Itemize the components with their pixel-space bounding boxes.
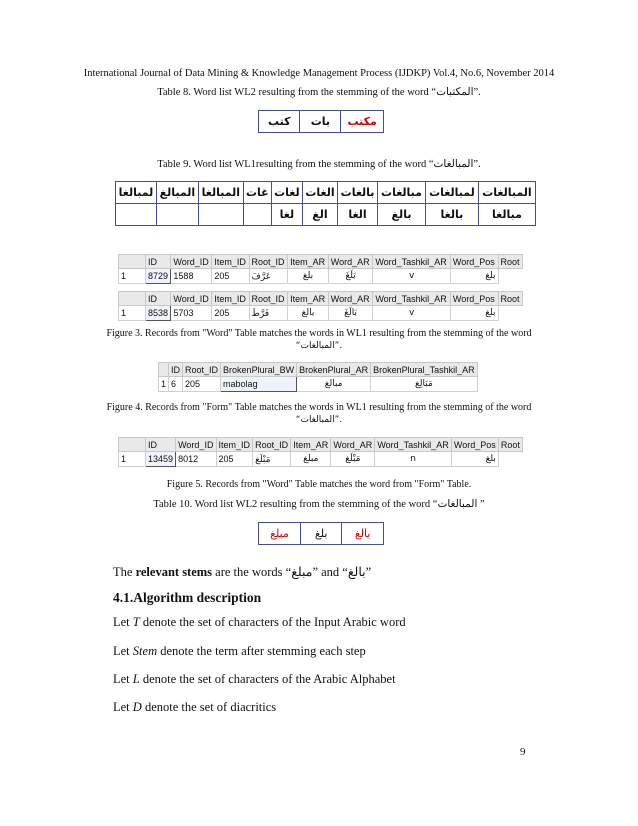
table10 <box>258 522 384 545</box>
table9-cell: غات <box>243 182 271 204</box>
cell-id[interactable]: 8538 <box>146 306 171 321</box>
column-header: Item_ID <box>212 255 249 269</box>
column-header: Root_ID <box>183 363 221 377</box>
page-number: 9 <box>520 746 526 758</box>
definition-line: Let T denote the set of characters of the Input Arabic word <box>113 615 406 629</box>
cell-id[interactable]: 13459 <box>146 452 176 467</box>
column-header: ID <box>146 292 171 306</box>
cell-word-ar[interactable]: بَالَغَ <box>328 306 373 321</box>
column-header: Word_Pos <box>450 255 498 269</box>
cell-word-tashkil-ar[interactable]: v <box>373 269 451 284</box>
cell-item-id[interactable]: 205 <box>216 452 253 467</box>
column-header: Root <box>498 292 522 306</box>
definition-line: Let D denote the set of diacritics <box>113 700 277 714</box>
table10-cell: بالغ <box>342 523 384 545</box>
relevant-stems-sentence: The relevant stems are the words “مبلغ” and “بالغ” <box>113 565 372 579</box>
cell-word-id[interactable]: 1588 <box>171 269 212 284</box>
cell-brokenplural-ar[interactable]: مبالغ <box>297 377 371 392</box>
table9-cell: الغا <box>338 204 378 226</box>
column-header: Root <box>498 255 522 269</box>
definition-line: Let L denote the set of characters of the Arabic Alphabet <box>113 672 396 686</box>
column-header: Root_ID <box>249 255 288 269</box>
section-heading: 4.1.Algorithm description <box>113 590 262 605</box>
column-header: Root_ID <box>249 292 288 306</box>
fig4-caption-line1: Figure 4. Records from "Form" Table matches the words in WL1 resulting from the stemming of the word <box>106 402 532 413</box>
cell-item-id[interactable]: 205 <box>212 269 249 284</box>
column-header: Item_AR <box>291 438 331 452</box>
fig5-caption: Figure 5. Records from "Word" Table matches the word from "Form" Table. <box>166 479 472 490</box>
column-header: Word_Tashkil_AR <box>375 438 452 452</box>
fig3-caption-line1: Figure 3. Records from "Word" Table matches the words in WL1 resulting from the stemming of the word <box>106 328 532 339</box>
table-row[interactable] <box>119 306 523 321</box>
column-header: Word_Pos <box>451 438 498 452</box>
column-header: Word_AR <box>328 292 373 306</box>
table9-cell: لمبالغا <box>116 182 157 204</box>
table8-caption: Table 8. Word list WL2 resulting from the stemming of the word “المكتبات”. <box>157 87 481 98</box>
table8-cell: مكتب <box>341 111 384 133</box>
column-header: ID <box>146 438 176 452</box>
table-row[interactable] <box>119 269 523 284</box>
cell-root-id[interactable]: فَرَّطَ <box>249 306 288 321</box>
table9-cell: بالغا <box>425 204 478 226</box>
table9-caption: Table 9. Word list WL1resulting from the stemming of the word “المبالغات”. <box>157 159 481 170</box>
cell-item-id[interactable]: 205 <box>212 306 249 321</box>
column-header: Word_Tashkil_AR <box>373 292 451 306</box>
cell-word-pos[interactable]: بلغ <box>451 452 498 467</box>
table8 <box>258 110 384 133</box>
cell-root-id[interactable]: 205 <box>183 377 221 392</box>
table10-cell: مبلغ <box>259 523 301 545</box>
table9-cell: لغات <box>271 182 302 204</box>
fig5-grid <box>118 437 523 467</box>
table9-cell: لغا <box>271 204 302 226</box>
table8-cell: بات <box>300 111 341 133</box>
table9-cell <box>116 204 157 226</box>
fig3-caption-line2: “المبالغات”. <box>295 341 343 351</box>
column-header: BrokenPlural_BW <box>221 363 297 377</box>
column-header: Word_Pos <box>450 292 498 306</box>
column-header: Word_Tashkil_AR <box>373 255 451 269</box>
column-header: Root_ID <box>253 438 291 452</box>
row-number: 1 <box>119 269 146 284</box>
table9 <box>115 181 536 226</box>
table9-cell: المبالغ <box>156 182 198 204</box>
table10-caption: Table 10. Word list WL2 resulting from the stemming of the word “المبالغات ” <box>153 499 485 510</box>
cell-word-tashkil-ar[interactable]: n <box>375 452 452 467</box>
column-header: Item_ID <box>212 292 249 306</box>
cell-word-ar[interactable]: بَلَغَ <box>328 269 373 284</box>
cell-word-id[interactable]: 8012 <box>176 452 216 467</box>
cell-brokenplural-tashkil-ar[interactable]: مَبَالِغ <box>371 377 478 392</box>
column-header: Word_ID <box>171 255 212 269</box>
table9-cell: الغ <box>302 204 337 226</box>
cell-item-ar[interactable]: بلغ <box>288 269 329 284</box>
table9-cell: لمبالغات <box>425 182 478 204</box>
cell-brokenplural-bw[interactable]: mabolag <box>221 377 297 392</box>
column-header: Item_AR <box>288 292 329 306</box>
cell-word-tashkil-ar[interactable]: v <box>373 306 451 321</box>
cell-word-id[interactable]: 5703 <box>171 306 212 321</box>
table9-cell: المبالغات <box>478 182 535 204</box>
cell-word-ar[interactable]: مَبْلَغ <box>331 452 375 467</box>
row-number: 1 <box>119 306 146 321</box>
column-header: Item_ID <box>216 438 253 452</box>
table9-cell: مبالغا <box>478 204 535 226</box>
cell-id[interactable]: 8729 <box>146 269 171 284</box>
column-header: ID <box>169 363 183 377</box>
table9-cell <box>198 204 243 226</box>
column-header: Word_ID <box>171 292 212 306</box>
table9-cell: المبالغا <box>198 182 243 204</box>
column-header: Word_ID <box>176 438 216 452</box>
table10-cell: بلغ <box>301 523 342 545</box>
column-header: ID <box>146 255 171 269</box>
fig4-caption-line2: “المبالغات”. <box>295 415 343 425</box>
cell-root-id[interactable]: مَبْلَغ <box>253 452 291 467</box>
cell-id[interactable]: 6 <box>169 377 183 392</box>
column-header: Word_AR <box>331 438 375 452</box>
table-row[interactable] <box>119 452 523 467</box>
fig3-grid-2 <box>118 291 523 321</box>
column-header: Item_AR <box>288 255 329 269</box>
column-header: Word_AR <box>328 255 373 269</box>
table9-cell <box>156 204 198 226</box>
cell-word-pos[interactable]: بلغ <box>450 306 498 321</box>
fig4-grid <box>158 362 478 392</box>
cell-word-pos[interactable]: بلغ <box>450 269 498 284</box>
table8-cell: كتب <box>259 111 300 133</box>
column-header: BrokenPlural_AR <box>297 363 371 377</box>
column-header: BrokenPlural_Tashkil_AR <box>371 363 478 377</box>
column-header: Root <box>498 438 522 452</box>
table9-cell: مبالغات <box>378 182 426 204</box>
definition-line: Let Stem denote the term after stemming each step <box>113 644 366 658</box>
table9-cell: بالغات <box>338 182 378 204</box>
journal-header: International Journal of Data Mining & Knowledge Management Process (IJDKP) Vol.4, No.6, November 2014 <box>83 68 555 79</box>
fig3-grid-1 <box>118 254 523 284</box>
row-number: 1 <box>159 377 169 392</box>
table9-cell: الغات <box>302 182 337 204</box>
table9-cell: بالغ <box>378 204 426 226</box>
table-row[interactable] <box>159 377 478 392</box>
table9-cell <box>243 204 271 226</box>
cell-root-id[interactable]: عَرَّفَ <box>249 269 288 284</box>
row-number: 1 <box>119 452 146 467</box>
cell-item-ar[interactable]: مبلغ <box>291 452 331 467</box>
cell-item-ar[interactable]: بالغ <box>288 306 329 321</box>
